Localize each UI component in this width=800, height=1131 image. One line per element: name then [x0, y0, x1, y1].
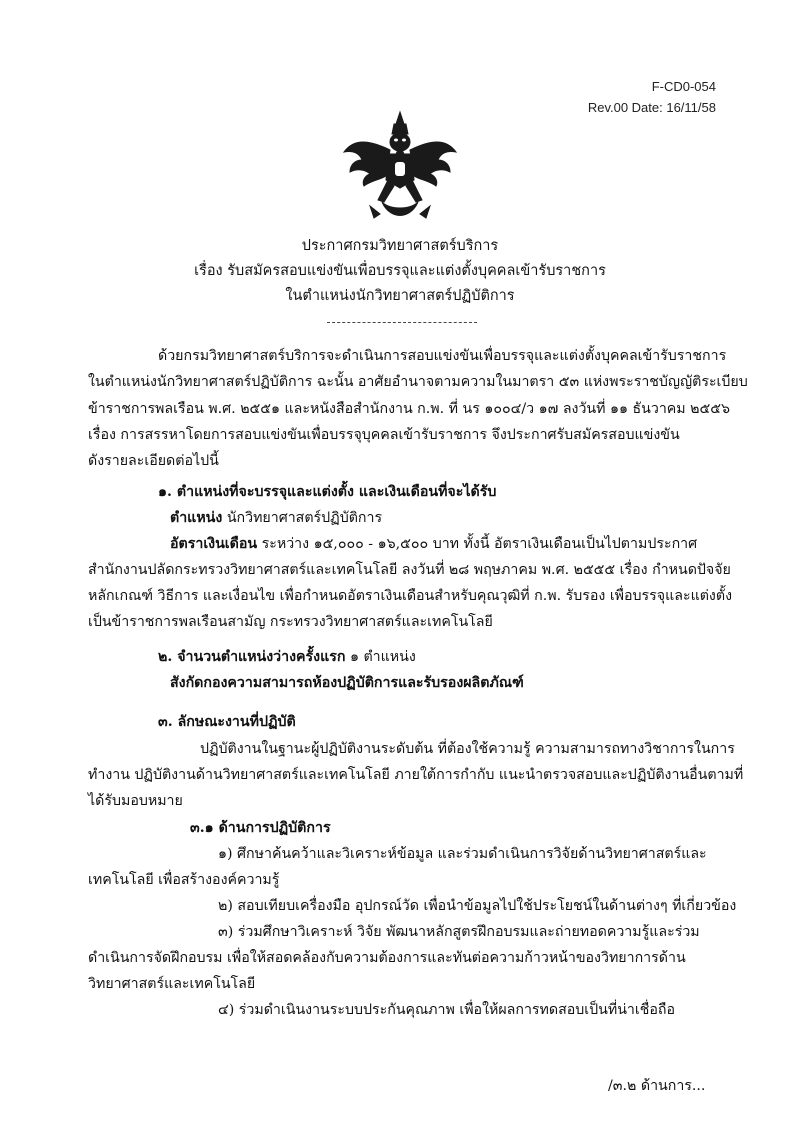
- position-label: ตำแหน่ง: [170, 510, 223, 526]
- form-code-block: [588, 76, 716, 118]
- duty-3-line-a: ๓) ร่วมศึกษาวิเคราะห์ วิจัย พัฒนาหลักสูตรฝึกอบรมและถ่ายทอดความรู้และร่วม: [218, 924, 700, 940]
- duty-3-line-b: ดำเนินการจัดฝึกอบรม เพื่อให้สอดคล้องกับความต้องการและทันต่อความก้าวหน้าของวิทยาการด้าน: [88, 950, 686, 966]
- duty-3-line-c: วิทยาศาสตร์และเทคโนโลยี: [88, 976, 256, 992]
- section-3-heading: ๓. ลักษณะงานที่ปฏิบัติ: [158, 714, 296, 730]
- position-value: นักวิทยาศาสตร์ปฏิบัติการ: [222, 510, 383, 526]
- section-1-line-2: สำนักงานปลัดกระทรวงวิทยาศาสตร์และเทคโนโลยี ลงวันที่ ๒๘ พฤษภาคม พ.ศ. ๒๕๕๕ เรื่อง กำหนดปัจจัย: [88, 562, 731, 578]
- section-1-line-3: หลักเกณฑ์ วิธีการ และเงื่อนไข เพื่อกำหนดอัตราเงินเดือนสำหรับคุณวุฒิที่ ก.พ. รับรอง เพื่อบรรจุและแต่งตั้ง: [88, 588, 733, 604]
- section-3-1-heading: ๓.๑ ด้านการปฏิบัติการ: [190, 820, 331, 836]
- intro-line-3: ข้าราชการพลเรือน พ.ศ. ๒๕๕๑ และหนังสือสำนักงาน ก.พ. ที่ นร ๑๐๐๔/ว ๑๗ ลงวันที่ ๑๑ ธันวาคม ๒๕๕๖: [88, 401, 730, 417]
- section-2-affiliation: สังกัดกองความสามารถห้องปฏิบัติการและรับรองผลิตภัณฑ์: [170, 675, 524, 691]
- garuda-emblem-icon: [340, 110, 460, 225]
- position-line: [170, 508, 382, 528]
- intro-line-2: ในตำแหน่งนักวิทยาศาสตร์ปฏิบัติการ ฉะนั้น อาศัยอำนาจตามความในมาตรา ๕๓ แห่งพระราชบัญญัติระเบียบ: [88, 374, 748, 390]
- announcement-subject: เรื่อง รับสมัครสอบแข่งขันเพื่อบรรจุและแต่งตั้งบุคคลเข้ารับราชการ: [194, 263, 606, 279]
- duty-2: ๒) สอบเทียบเครื่องมือ อุปกรณ์วัด เพื่อนำข้อมูลไปใช้ประโยชน์ในด้านต่างๆ ที่เกี่ยวข้อง: [218, 898, 737, 914]
- intro-line-1: ด้วยกรมวิทยาศาสตร์บริการจะดำเนินการสอบแข่งขันเพื่อบรรจุและแต่งตั้งบุคคลเข้ารับราชการ: [158, 348, 727, 364]
- duty-1-line-b: เทคโนโลยี เพื่อสร้างองค์ความรู้: [88, 872, 280, 888]
- salary-value: ระหว่าง ๑๕,๐๐๐ - ๑๖,๕๐๐ บาท ทั้งนี้ อัตราเงินเดือนเป็นไปตามประกาศ: [257, 536, 698, 552]
- intro-line-5: ดังรายละเอียดต่อไปนี้: [88, 453, 219, 469]
- section-3-line-1: ปฏิบัติงานในฐานะผู้ปฏิบัติงานระดับต้น ที่ต้องใช้ความรู้ ความสามารถทางวิชาการในการ: [200, 741, 735, 757]
- section-3-line-3: ได้รับมอบหมาย: [88, 793, 183, 809]
- salary-line: [170, 534, 697, 554]
- section-2-heading-line: [158, 647, 416, 667]
- section-2-heading: ๒. จำนวนตำแหน่งว่างครั้งแรก: [158, 649, 346, 665]
- announcement-title: ประกาศกรมวิทยาศาสตร์บริการ: [301, 238, 499, 254]
- duty-4: ๔) ร่วมดำเนินงานระบบประกันคุณภาพ เพื่อให้ผลการทดสอบเป็นที่น่าเชื่อถือ: [218, 1002, 675, 1018]
- announcement-position: ในตำแหน่งนักวิทยาศาสตร์ปฏิบัติการ: [285, 288, 515, 304]
- section-3-line-2: ทำงาน ปฏิบัติงานด้านวิทยาศาสตร์และเทคโนโลยี ภายใต้การกำกับ แนะนำตรวจสอบและปฏิบัติงานอื่นตามที่: [88, 767, 744, 783]
- revision-date: Rev.00 Date: 16/11/58: [587, 100, 716, 115]
- section-2-count: ๑ ตำแหน่ง: [345, 649, 416, 665]
- duty-1-line-a: ๑) ศึกษาค้นคว้าและวิเคราะห์ข้อมูล และร่วมดำเนินการวิจัยด้านวิทยาศาสตร์และ: [218, 846, 707, 862]
- intro-line-4: เรื่อง การสรรหาโดยการสอบแข่งขันเพื่อบรรจุบุคคลเข้ารับราชการ จึงประกาศรับสมัครสอบแข่งขัน: [88, 427, 680, 443]
- salary-label: อัตราเงินเดือน: [170, 536, 258, 552]
- title-separator: [327, 322, 477, 323]
- section-1-line-4: เป็นข้าราชการพลเรือนสามัญ กระทรวงวิทยาศาสตร์และเทคโนโลยี: [88, 614, 493, 630]
- page-continuation: /๓.๒ ด้านการ...: [608, 1078, 706, 1094]
- form-code: F-CD0-054: [651, 79, 716, 94]
- section-1-heading: ๑. ตำแหน่งที่จะบรรจุและแต่งตั้ง และเงินเดือนที่จะได้รับ: [158, 484, 497, 500]
